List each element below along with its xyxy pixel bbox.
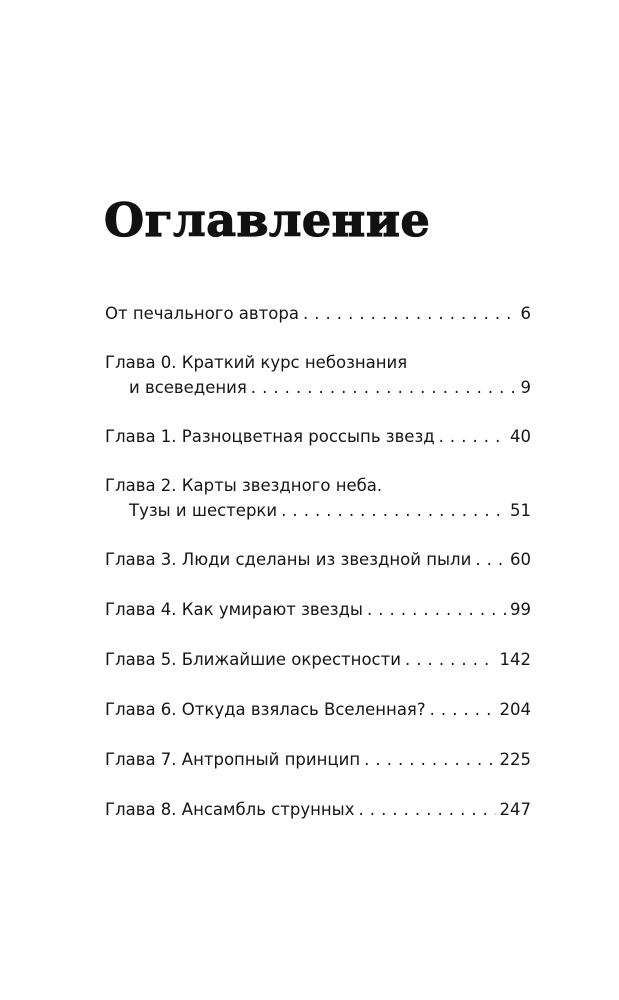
toc-entry-continuation: Тузы и шестерки (129, 500, 278, 520)
dot-leader (358, 798, 495, 818)
dot-leader (430, 698, 496, 718)
toc-entry[interactable] (105, 648, 531, 673)
toc-entry[interactable] (105, 474, 531, 523)
toc-entry-title: Глава 8. Ансамбль струнных (105, 800, 355, 819)
toc-page-number: 225 (499, 750, 531, 769)
toc-entry[interactable] (105, 302, 531, 327)
toc-entry-continuation: и всеведения (129, 377, 247, 397)
toc-entry-title: Глава 0. Краткий курс небознания (105, 353, 408, 372)
toc-entry-title: Глава 6. Откуда взялась Вселенная? (105, 700, 426, 719)
toc-entry[interactable] (105, 548, 531, 573)
toc-entry[interactable] (105, 598, 531, 623)
toc-page-number: 9 (520, 377, 531, 397)
dot-leader (281, 499, 506, 519)
toc-page-number: 51 (510, 500, 531, 520)
dot-leader (367, 598, 506, 618)
toc-entry-title: Глава 4. Как умирают звезды (105, 600, 363, 619)
toc-entry-title: Глава 3. Люди сделаны из звездной пыли (105, 550, 472, 569)
toc-page-number: 204 (499, 700, 531, 719)
dot-leader (405, 648, 496, 668)
toc-entry[interactable] (105, 425, 531, 450)
toc-entry-title: Глава 7. Антропный принцип (105, 750, 361, 769)
toc-entry-title: Глава 5. Ближайшие окрестности (105, 650, 401, 669)
toc-page-number: 142 (499, 650, 531, 669)
toc-entry-title: От печального автора (105, 304, 299, 323)
toc-page-number: 99 (510, 600, 531, 619)
toc-entry-title: Глава 2. Карты звездного неба. (105, 476, 383, 495)
toc-entry[interactable] (105, 698, 531, 723)
toc-entry[interactable] (105, 798, 531, 823)
toc-page-number: 40 (510, 427, 531, 446)
toc-entry[interactable] (105, 351, 531, 400)
dot-leader (303, 302, 517, 322)
dot-leader (364, 748, 495, 768)
toc-page-number: 6 (520, 304, 531, 323)
toc-entry[interactable] (105, 748, 531, 773)
dot-leader (251, 376, 517, 396)
dot-leader (475, 548, 506, 568)
toc-entry-title: Глава 1. Разноцветная россыпь звезд (105, 427, 435, 446)
dot-leader (439, 425, 506, 445)
page-title: Оглавление (104, 193, 431, 247)
toc-page-number: 247 (499, 800, 531, 819)
toc-page-number: 60 (510, 550, 531, 569)
